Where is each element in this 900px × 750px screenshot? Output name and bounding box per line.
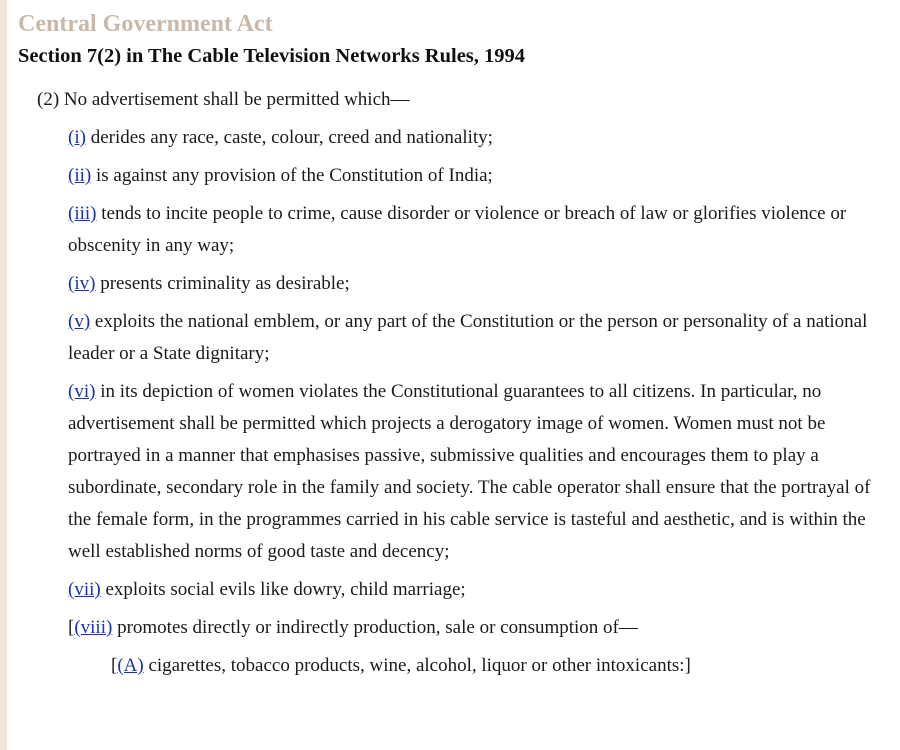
clause-link-vii[interactable]: (vii) xyxy=(68,579,101,600)
left-accent-bar xyxy=(0,0,7,750)
clause-link-iv[interactable]: (iv) xyxy=(68,273,96,294)
document-type-label: Central Government Act xyxy=(18,11,273,37)
clause-text: is against any provision of the Constitution of India; xyxy=(91,165,493,186)
clause-text: exploits the national emblem, or any part of the Constitution or the person or personality of a national leader or a State dignitary; xyxy=(68,311,868,364)
clause-prefix: [ xyxy=(111,655,118,676)
clause-text: in its depiction of women violates the Constitutional guarantees to all citizens. In particular, no advertisement shall be permitted which projects a derogatory image of women. Women must not be portrayed in a manner that emphasises passive, submissive qualities and encourages them to play a subordinate, secondary role in the family and society. The cable operator shall ensure that the portrayal of the female form, in the programmes carried in his cable service is tasteful and aesthetic, and is within the well established norms of good taste and decency; xyxy=(68,381,871,562)
clause-link-a[interactable]: (A) xyxy=(117,655,144,676)
clause-link-viii[interactable]: (viii) xyxy=(74,617,113,638)
clause-v xyxy=(68,306,883,370)
clause-i xyxy=(68,122,883,154)
clause-vi xyxy=(68,376,883,568)
clause-text: presents criminality as desirable; xyxy=(95,273,350,294)
page-title: Section 7(2) in The Cable Television Networks Rules, 1994 xyxy=(18,45,526,67)
clause-text: promotes directly or indirectly production, sale or consumption of— xyxy=(112,617,638,638)
clause-text: exploits social evils like dowry, child marriage; xyxy=(100,579,466,600)
clause-iii xyxy=(68,198,883,262)
subclause-a xyxy=(111,650,881,682)
clause-text: tends to incite people to crime, cause disorder or violence or breach of law or glorifies violence or obscenity in any way; xyxy=(68,203,847,256)
clause-prefix: [ xyxy=(68,617,75,638)
clause-vii xyxy=(68,574,883,606)
clause-link-ii[interactable]: (ii) xyxy=(68,165,92,186)
clause-link-v[interactable]: (v) xyxy=(68,311,91,332)
clause-ii xyxy=(68,160,883,192)
document-body xyxy=(18,8,888,682)
clause-link-iii[interactable]: (iii) xyxy=(68,203,97,224)
clause-viii xyxy=(68,612,883,644)
clause-link-i[interactable]: (i) xyxy=(68,127,86,148)
clause-text: derides any race, caste, colour, creed and nationality; xyxy=(85,127,493,148)
clause-text: cigarettes, tobacco products, wine, alcohol, liquor or other intoxicants:] xyxy=(143,655,691,676)
clause-list xyxy=(18,122,888,682)
clause-iv xyxy=(68,268,883,300)
section-intro: (2) No advertisement shall be permitted which— xyxy=(37,89,410,110)
clause-link-vi[interactable]: (vi) xyxy=(68,381,96,402)
